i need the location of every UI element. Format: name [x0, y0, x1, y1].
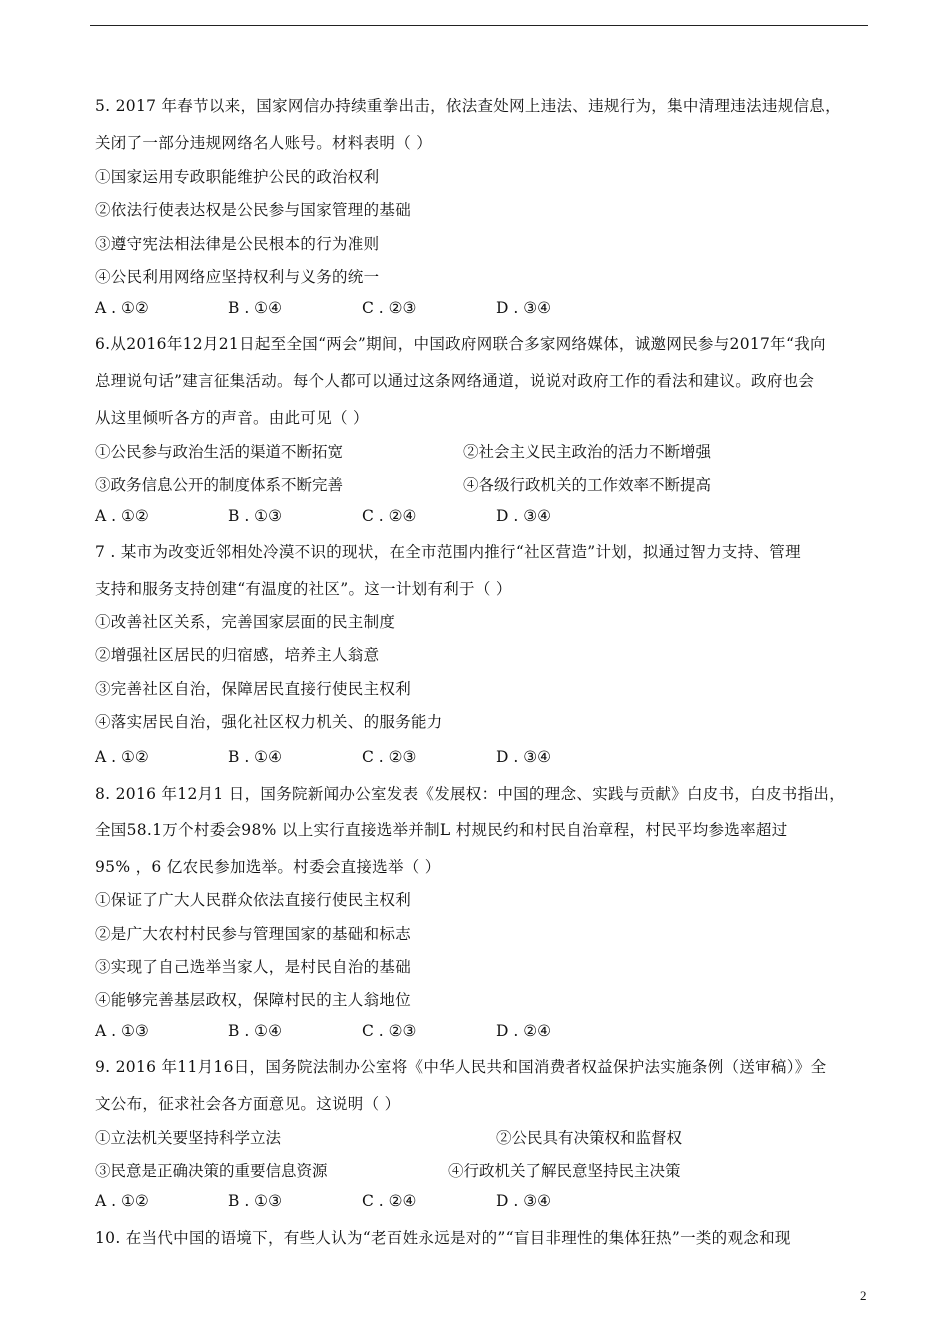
q5-choice-b: B . ①④ — [228, 299, 282, 317]
page-number: 2 — [860, 1288, 867, 1303]
q5-item-4: ④公民利用网络应坚持权利与义务的统一 — [95, 268, 380, 286]
q7-item-1: ①改善社区关系，完善国家层面的民主制度 — [95, 613, 396, 631]
q6-item-4: ④各级行政机关的工作效率不断提高 — [463, 476, 712, 494]
q8-choice-c: C . ②③ — [362, 1022, 417, 1040]
q5-stem-line-1: 5. 2017 年春节以来，国家网信办持续重拳出击，依法查处网上违法、违规行为，集中清理违法违规信息， — [95, 97, 841, 115]
q6-choice-c: C . ②④ — [362, 507, 417, 525]
q5-choice-a: A . ①② — [95, 299, 149, 317]
q8-choice-d: D . ②④ — [496, 1022, 551, 1040]
q8-stem-line-1: 8. 2016 年12月1 日，国务院新闻办公室发表《发展权：中国的理念、实践与贡献》白皮书，白皮书指出， — [95, 785, 846, 803]
q7-choice-b: B . ①④ — [228, 748, 282, 766]
q10-stem-line-1: 10. 在当代中国的语境下，有些人认为“老百姓永远是对的”“盲目非理性的集体狂热”一类的观念和现 — [95, 1229, 791, 1247]
q9-stem-line-2: 文公布，征求社会各方面意见。这说明（ ） — [95, 1095, 401, 1113]
header-rule — [90, 25, 868, 26]
q6-stem-line-3: 从这里倾听各方的声音。由此可见（ ） — [95, 409, 369, 427]
q9-item-2: ②公民具有决策权和监督权 — [496, 1129, 683, 1147]
q8-item-4: ④能够完善基层政权，保障村民的主人翁地位 — [95, 991, 412, 1009]
q5-choice-d: D . ③④ — [496, 299, 551, 317]
q8-stem-line-2: 全国58.1万个村委会98% 以上实行直接选举并制L 村规民约和村民自治章程，村民平均参选率超过 — [95, 821, 788, 839]
q8-item-2: ②是广大农村村民参与管理国家的基础和标志 — [95, 925, 412, 943]
q6-stem-line-1: 6.从2016年12月21日起至全国“两会”期间，中国政府网联合多家网络媒体，诚邀网民参与2017年“我向 — [95, 335, 826, 353]
q7-item-2: ②增强社区居民的归宿感，培养主人翁意 — [95, 646, 380, 664]
q8-choice-a: A . ①③ — [95, 1022, 149, 1040]
q9-choice-a: A . ①② — [95, 1192, 149, 1210]
q5-stem-line-2: 关闭了一部分违规网络名人账号。材料表明（ ） — [95, 134, 433, 152]
q5-item-1: ①国家运用专政职能维护公民的政治权利 — [95, 168, 380, 186]
q6-item-1: ①公民参与政治生活的渠道不断拓宽 — [95, 443, 344, 461]
q7-item-4: ④落实居民自治，强化社区权力机关、的服务能力 — [95, 713, 443, 731]
q9-choice-c: C . ②④ — [362, 1192, 417, 1210]
q7-stem-line-1: 7 . 某市为改变近邻相处冷漠不识的现状，在全市范围内推行“社区营造”计划，拟通过智力支持、管理 — [95, 543, 801, 561]
q9-stem-line-1: 9. 2016 年11月16日，国务院法制办公室将《中华人民共和国消费者权益保护法实施条例（送审稿）》全 — [95, 1058, 827, 1076]
q7-choice-d: D . ③④ — [496, 748, 551, 766]
q9-choice-b: B . ①③ — [228, 1192, 282, 1210]
q8-stem-line-3: 95% ，6 亿农民参加选举。村委会直接选举（ ） — [95, 858, 441, 876]
q5-item-2: ②依法行使表达权是公民参与国家管理的基础 — [95, 201, 412, 219]
q6-choice-a: A . ①② — [95, 507, 149, 525]
q9-item-3: ③民意是正确决策的重要信息资源 — [95, 1162, 328, 1180]
q6-choice-b: B . ①③ — [228, 507, 282, 525]
q5-item-3: ③遵守宪法相法律是公民根本的行为准则 — [95, 235, 380, 253]
q6-item-2: ②社会主义民主政治的活力不断增强 — [463, 443, 712, 461]
q7-item-3: ③完善社区自治，保障居民直接行使民主权利 — [95, 680, 412, 698]
q9-item-1: ①立法机关要坚持科学立法 — [95, 1129, 282, 1147]
q5-choice-c: C . ②③ — [362, 299, 417, 317]
q7-choice-a: A . ①② — [95, 748, 149, 766]
q6-choice-d: D . ③④ — [496, 507, 551, 525]
q6-item-3: ③政务信息公开的制度体系不断完善 — [95, 476, 344, 494]
q6-stem-line-2: 总理说句话”建言征集活动。每个人都可以通过这条网络通道，说说对政府工作的看法和建议。政府也会 — [95, 372, 815, 390]
q8-item-3: ③实现了自己选举当家人，是村民自治的基础 — [95, 958, 412, 976]
q8-choice-b: B . ①④ — [228, 1022, 282, 1040]
q9-item-4: ④行政机关了解民意坚持民主决策 — [448, 1162, 681, 1180]
q8-item-1: ①保证了广大人民群众依法直接行使民主权利 — [95, 891, 412, 909]
q7-stem-line-2: 支持和服务支持创建“有温度的社区”。这一计划有利于（ ） — [95, 580, 512, 598]
q9-choice-d: D . ③④ — [496, 1192, 551, 1210]
q7-choice-c: C . ②③ — [362, 748, 417, 766]
